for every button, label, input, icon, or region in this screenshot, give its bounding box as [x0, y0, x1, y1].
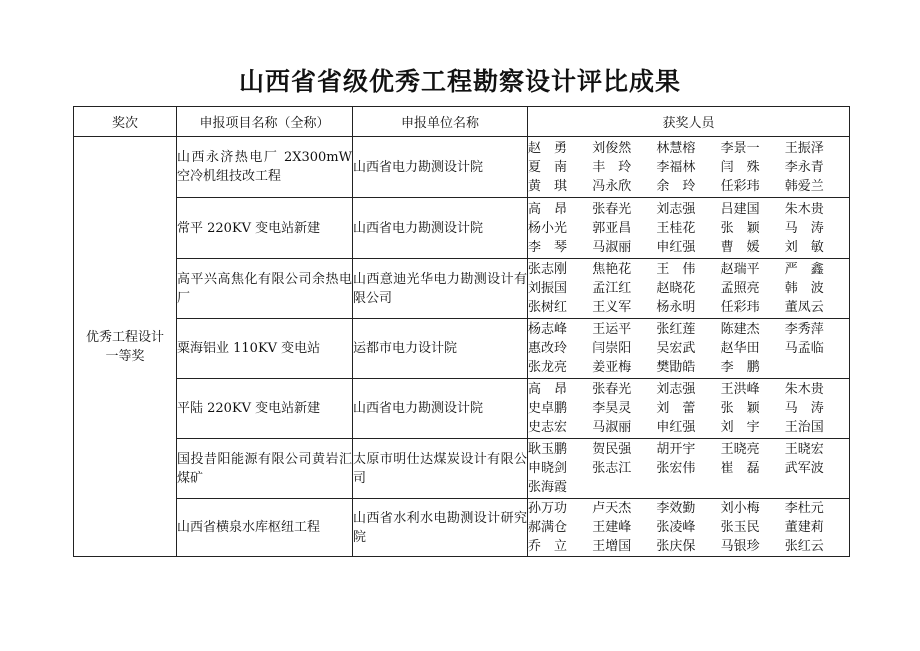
- winner-name: 王晓亮: [720, 442, 760, 457]
- winner-name: 夏 南: [528, 159, 568, 175]
- winners-cell: [528, 319, 850, 379]
- header-project-name: 申报项目名称（全称）: [177, 107, 353, 137]
- winner-name: 王运平: [592, 322, 632, 337]
- winner-name: 张红莲: [656, 322, 696, 337]
- winners-list: [528, 320, 849, 377]
- award-category-cell: [74, 137, 177, 557]
- winner-name: 马银珍: [720, 539, 760, 554]
- winners-list: [528, 499, 849, 556]
- winner-name: 王 伟: [656, 262, 696, 277]
- winner-name: 樊勖皓: [656, 360, 696, 375]
- winner-name: 韩 波: [784, 281, 824, 296]
- winner-name: 乔 立: [528, 539, 568, 554]
- winner-name: 朱木贵: [784, 201, 824, 217]
- winner-name: 李 鹏: [720, 360, 760, 375]
- winner-name: 王治国: [784, 420, 824, 435]
- header-award-level: 奖次: [74, 107, 177, 137]
- winner-name: 李秀萍: [784, 322, 824, 337]
- award-category-line: 优秀工程设计: [85, 329, 164, 345]
- winner-name: 刘 敏: [784, 239, 824, 255]
- winner-name: 马淑丽: [592, 420, 632, 435]
- winner-name: 任彩玮: [720, 178, 760, 194]
- winners-list: [528, 440, 849, 497]
- winner-name: 刘志强: [656, 201, 696, 217]
- winner-name: 申红强: [656, 239, 696, 255]
- table-header-row: [74, 107, 850, 137]
- winner-name: 刘 宇: [720, 420, 760, 435]
- winner-name: 孙万功: [528, 501, 568, 516]
- winner-name: 董凤云: [784, 300, 824, 315]
- winner-name: 李效勤: [656, 501, 696, 516]
- winner-name: 姜亚梅: [592, 360, 632, 375]
- winner-name: 孟江红: [592, 281, 632, 296]
- project-name-cell: 高平兴高焦化有限公司余热电厂: [177, 259, 353, 319]
- winner-name: 孟照亮: [720, 281, 760, 296]
- winner-name: 杨志峰: [528, 322, 568, 337]
- winner-name: 史志宏: [528, 420, 568, 435]
- winner-name: 李景一: [720, 140, 760, 156]
- table-row: [74, 259, 850, 319]
- winner-name: 张庆保: [656, 539, 696, 554]
- winner-name: 李永青: [784, 159, 824, 175]
- winner-name: 黄 琪: [528, 178, 568, 194]
- winner-name: 冯永欣: [592, 178, 632, 194]
- winner-name: 马孟临: [784, 341, 824, 356]
- unit-name-cell: 山西意迪光华电力勘测设计有限公司: [353, 259, 528, 319]
- winners-list: [528, 260, 849, 317]
- winners-cell: [528, 198, 850, 259]
- winner-name: 高 昂: [528, 382, 568, 397]
- winner-name: 胡开宇: [656, 442, 696, 457]
- winner-name: 张宏伟: [656, 461, 696, 476]
- winner-name: 余 玲: [656, 178, 696, 194]
- unit-name-cell: 山西省电力勘测设计院: [353, 379, 528, 439]
- winner-name: 申晓剑: [528, 461, 568, 476]
- winner-name: 刘志强: [656, 382, 696, 397]
- winner-name: 崔 磊: [720, 461, 760, 476]
- unit-name-cell: 山西省电力勘测设计院: [353, 137, 528, 198]
- table-row: [74, 439, 850, 499]
- winner-name: 郝满仓: [528, 520, 568, 535]
- winner-name: 刘俊然: [592, 140, 632, 156]
- unit-name-cell: 运都市电力设计院: [353, 319, 528, 379]
- winner-name: 贺民强: [592, 442, 632, 457]
- table-row: [74, 137, 850, 198]
- header-winners: 获奖人员: [528, 107, 850, 137]
- table-row: [74, 379, 850, 439]
- winner-name: 杨小光: [528, 220, 568, 236]
- winner-name: 王洪峰: [720, 382, 760, 397]
- winners-list: [528, 139, 849, 196]
- winner-name: 赵晓花: [656, 281, 696, 296]
- winner-name: 张龙亮: [528, 360, 568, 375]
- page-title: 山西省省级优秀工程勘察设计评比成果: [238, 67, 681, 96]
- winner-name: 张 颖: [720, 220, 760, 236]
- winner-name: 李福林: [656, 159, 696, 175]
- winners-cell: [528, 379, 850, 439]
- winner-name: 王桂花: [656, 220, 696, 236]
- winner-name: 郭亚昌: [592, 220, 632, 236]
- winner-name: 王义军: [592, 300, 632, 315]
- winner-name: 陈建杰: [720, 322, 760, 337]
- winner-name: 马 涛: [784, 220, 824, 236]
- project-name-cell: 常平 220KV 变电站新建: [177, 198, 353, 259]
- winners-cell: [528, 499, 850, 557]
- unit-name-cell: 太原市明仕达煤炭设计有限公司: [353, 439, 528, 499]
- winner-name: 李杜元: [784, 501, 824, 516]
- winner-name: 朱木贵: [784, 382, 824, 397]
- winner-name: 武军波: [784, 461, 824, 476]
- winner-name: 焦艳花: [592, 262, 632, 277]
- project-name-cell: 山西省横泉水库枢纽工程: [177, 499, 353, 557]
- winner-name: 马淑丽: [592, 239, 632, 255]
- project-name-cell: 粟海铝业 110KV 变电站: [177, 319, 353, 379]
- winner-name: 吕建国: [720, 201, 760, 217]
- winner-name: 张红云: [784, 539, 824, 554]
- unit-name-cell: 山西省水利水电勘测设计研究院: [353, 499, 528, 557]
- winner-name: 卢天杰: [592, 501, 632, 516]
- table-row: [74, 319, 850, 379]
- winner-name: 赵瑞平: [720, 262, 760, 277]
- winner-name: 董建莉: [784, 520, 824, 535]
- winners-cell: [528, 439, 850, 499]
- winner-name: 王振泽: [784, 140, 824, 156]
- winner-name: 刘小梅: [720, 501, 760, 516]
- winner-name: 杨永明: [656, 300, 696, 315]
- winners-list: [528, 200, 849, 257]
- winner-name: 张 颖: [720, 401, 760, 416]
- winner-name: 赵 勇: [528, 140, 568, 156]
- award-category-line: 一等奖: [105, 348, 145, 364]
- winner-name: 李 琴: [528, 239, 568, 255]
- winner-name: 马 涛: [784, 401, 824, 416]
- winner-name: 张玉民: [720, 520, 760, 535]
- table-row: [74, 499, 850, 557]
- winner-name: 曹 媛: [720, 239, 760, 255]
- winner-name: 赵华田: [720, 341, 760, 356]
- winner-name: 严 鑫: [784, 262, 824, 277]
- winner-name: 张树红: [528, 300, 568, 315]
- project-name-cell: 国投昔阳能源有限公司黄岩汇煤矿: [177, 439, 353, 499]
- winner-name: 惠改玲: [528, 341, 568, 356]
- winner-name: 韩爱兰: [784, 178, 824, 194]
- winner-name: 张志江: [592, 461, 632, 476]
- winner-name: 刘振国: [528, 281, 568, 296]
- winner-name: 耿玉鹏: [528, 442, 568, 457]
- winner-name: 张凌峰: [656, 520, 696, 535]
- winner-name: 刘 蕾: [656, 401, 696, 416]
- winner-name: 王建峰: [592, 520, 632, 535]
- winner-name: 张志刚: [528, 262, 568, 277]
- winner-name: 李昊灵: [592, 401, 632, 416]
- awards-table: [73, 106, 850, 557]
- winner-name: 吴宏武: [656, 341, 696, 356]
- winner-name: 任彩玮: [720, 300, 760, 315]
- winner-name: 闫 殊: [720, 159, 760, 175]
- winner-name: 林慧榕: [656, 140, 696, 156]
- winner-name: 张海霞: [528, 480, 568, 495]
- winner-name: 张春光: [592, 201, 632, 217]
- winner-name: 王晓宏: [784, 442, 824, 457]
- winner-name: 张春光: [592, 382, 632, 397]
- header-unit-name: 申报单位名称: [353, 107, 528, 137]
- winner-name: 申红强: [656, 420, 696, 435]
- winner-name: 丰 玲: [592, 159, 632, 175]
- project-name-cell: 山西永济热电厂 2X300mW 空冷机组技改工程: [177, 137, 353, 198]
- unit-name-cell: 山西省电力勘测设计院: [353, 198, 528, 259]
- winners-cell: [528, 137, 850, 198]
- winner-name: 史卓鹏: [528, 401, 568, 416]
- project-name-cell: 平陆 220KV 变电站新建: [177, 379, 353, 439]
- winner-name: 高 昂: [528, 201, 568, 217]
- winner-name: 闫崇阳: [592, 341, 632, 356]
- winners-cell: [528, 259, 850, 319]
- winners-list: [528, 380, 849, 437]
- table-row: [74, 198, 850, 259]
- winner-name: 王增国: [592, 539, 632, 554]
